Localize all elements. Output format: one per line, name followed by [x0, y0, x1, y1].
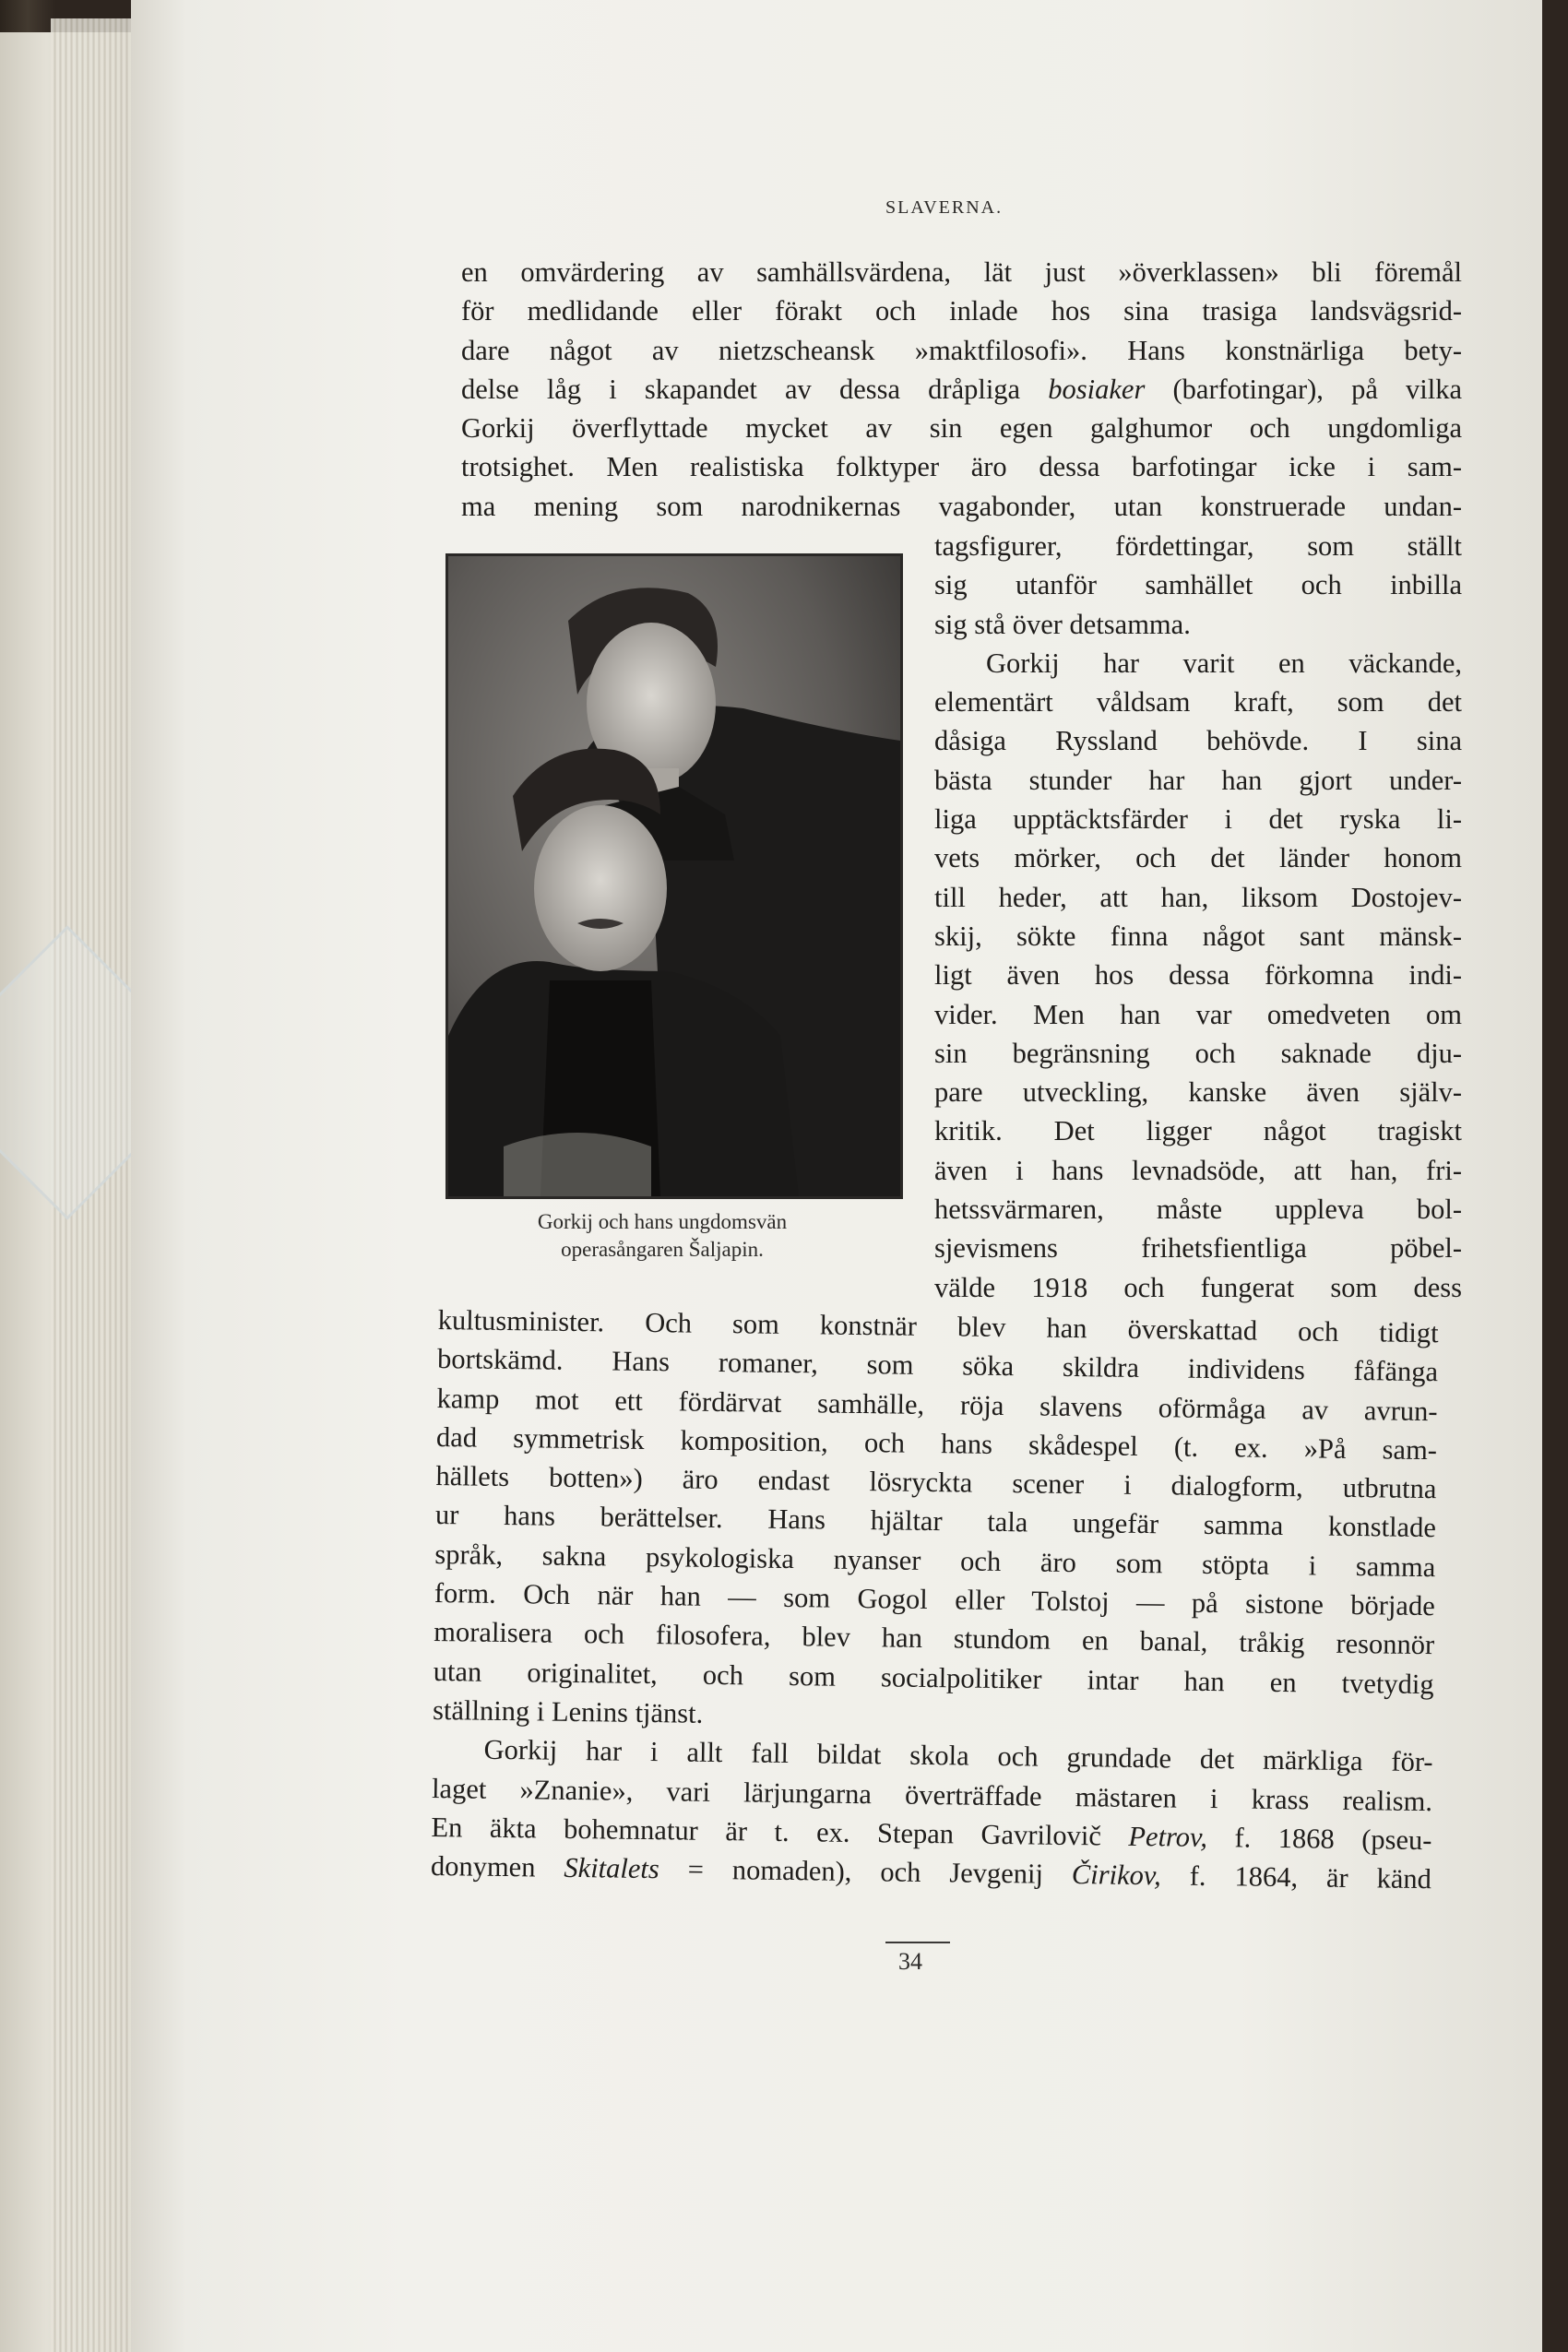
photo-caption — [441, 1208, 884, 1264]
text-line: pare utveckling, kanske även själv- — [934, 1076, 1462, 1109]
text-line: vider. Men han var omedveten om — [934, 998, 1462, 1030]
text-line: sig utanför samhället och inbilla — [934, 569, 1462, 601]
text-line: hetssvärmaren, måste uppleva bol- — [934, 1194, 1462, 1226]
text-line: sig stå över detsamma. — [934, 608, 1191, 640]
text-line: ställning i Lenins tjänst. — [432, 1693, 704, 1729]
text-line: utan originalitet, och som socialpolitiker intar han en tvetydig — [433, 1655, 1434, 1700]
text-line: ma mening som narodnikernas vagabonder, utan konstruerade undan- — [461, 490, 1462, 522]
text-line: Gorkij har varit en väckande, — [986, 647, 1462, 679]
italic-name: Petrov, — [1128, 1820, 1208, 1853]
text-line: kritik. Det ligger något tragiskt — [934, 1115, 1462, 1147]
text-line: skij, sökte finna något sant mänsk- — [934, 920, 1462, 952]
text-line: hällets botten») äro endast lösryckta scener i dialogform, utbrutna — [435, 1460, 1437, 1505]
caption-line: operasångaren Šaljapin. — [561, 1238, 764, 1261]
italic-name: Skitalets — [564, 1851, 659, 1885]
text-line: tagsfigurer, fördettingar, som ställt — [934, 530, 1462, 562]
text-line: elementärt våldsam kraft, som det — [934, 686, 1462, 719]
bottom-text-block — [431, 1301, 1439, 1899]
text-line: bästa stunder har han gjort under- — [934, 764, 1462, 796]
text-line: trotsighet. Men realistiska folktyper äro dessa barfotingar icke i sam- — [461, 451, 1462, 483]
text-line: ur hans berättelser. Hans hjältar tala ungefär samma konstlade — [434, 1499, 1437, 1544]
text-line: sjevismens frihetsfientliga pöbel- — [934, 1232, 1462, 1265]
text-line: språk, sakna psykologiska nyanser och äro som stöpta i samma — [434, 1538, 1436, 1583]
text-line: dare något av nietzscheansk »maktfilosofi». Hans konstnärliga bety- — [461, 334, 1462, 366]
text-line: Gorkij överflyttade mycket av sin egen galghumor och ungdomliga — [461, 412, 1462, 445]
text-line: dad symmetrisk komposition, och hans skådespel (t. ex. »På sam- — [435, 1420, 1438, 1467]
photo-gorkij-saljapin — [445, 553, 903, 1199]
text-line: till heder, att han, liksom Dostojev- — [934, 881, 1462, 913]
text-line: välde 1918 och fungerat som dess — [934, 1271, 1462, 1303]
caption-line: Gorkij och hans ungdomsvän — [537, 1210, 788, 1233]
text-line: moralisera och filosofera, blev han stundom en banal, tråkig resonnör — [434, 1616, 1435, 1661]
text-line: dåsiga Ryssland behövde. I sina — [934, 725, 1462, 757]
right-text-block — [934, 527, 1462, 1307]
text-line: liga upptäcktsfärder i det ryska li- — [934, 803, 1462, 836]
portrait-photo — [448, 556, 900, 1196]
text-line: sin begränsning och saknade dju- — [934, 1037, 1462, 1069]
text-line: En äkta bohemnatur är t. ex. Stepan Gavrilovič Petrov, f. 1868 (pseu- — [431, 1811, 1432, 1857]
text-line: kultusminister. Och som konstnär blev han överskattad och tidigt — [437, 1303, 1439, 1349]
running-header: SLAVERNA. — [885, 197, 1004, 218]
text-line: form. Och när han — som Gogol eller Tolstoj — på sistone började — [434, 1577, 1435, 1622]
text-line: ligt även hos dessa förkomna indi- — [934, 959, 1462, 992]
text-line: för medlidande eller förakt och inlade hos sina trasiga landsvägsrid- — [461, 295, 1462, 327]
italic-name: Čirikov, — [1071, 1859, 1162, 1892]
text-line: även i hans levnadsöde, att han, fri- — [934, 1154, 1462, 1186]
folio-rule — [885, 1942, 950, 1943]
text-line: en omvärdering av samhällsvärdena, lät just »överklassen» bli föremål — [461, 256, 1462, 288]
text-line: laget »Znanie», vari lärjungarna överträffade mästaren i krass realism. — [431, 1772, 1433, 1817]
italic-term: bosiaker — [1048, 373, 1146, 405]
top-text-block — [461, 253, 1462, 526]
text-line: kamp mot ett fördärvat samhälle, röja slavens oförmåga av avrun- — [436, 1382, 1438, 1427]
text-line: donymen Skitalets = nomaden), och Jevgenij Čirikov, f. 1864, är känd — [430, 1850, 1432, 1895]
text-line: delse låg i skapandet av dessa dråpliga bosiaker (barfotingar), på vilka — [461, 373, 1463, 405]
text-line: vets mörker, och det länder honom — [934, 842, 1462, 874]
text-line: Gorkij har i allt fall bildat skola och grundade det märkliga för- — [483, 1733, 1433, 1778]
page-number: 34 — [898, 1948, 922, 1975]
text-line: bortskämd. Hans romaner, som söka skildra individens fåfänga — [436, 1343, 1439, 1388]
